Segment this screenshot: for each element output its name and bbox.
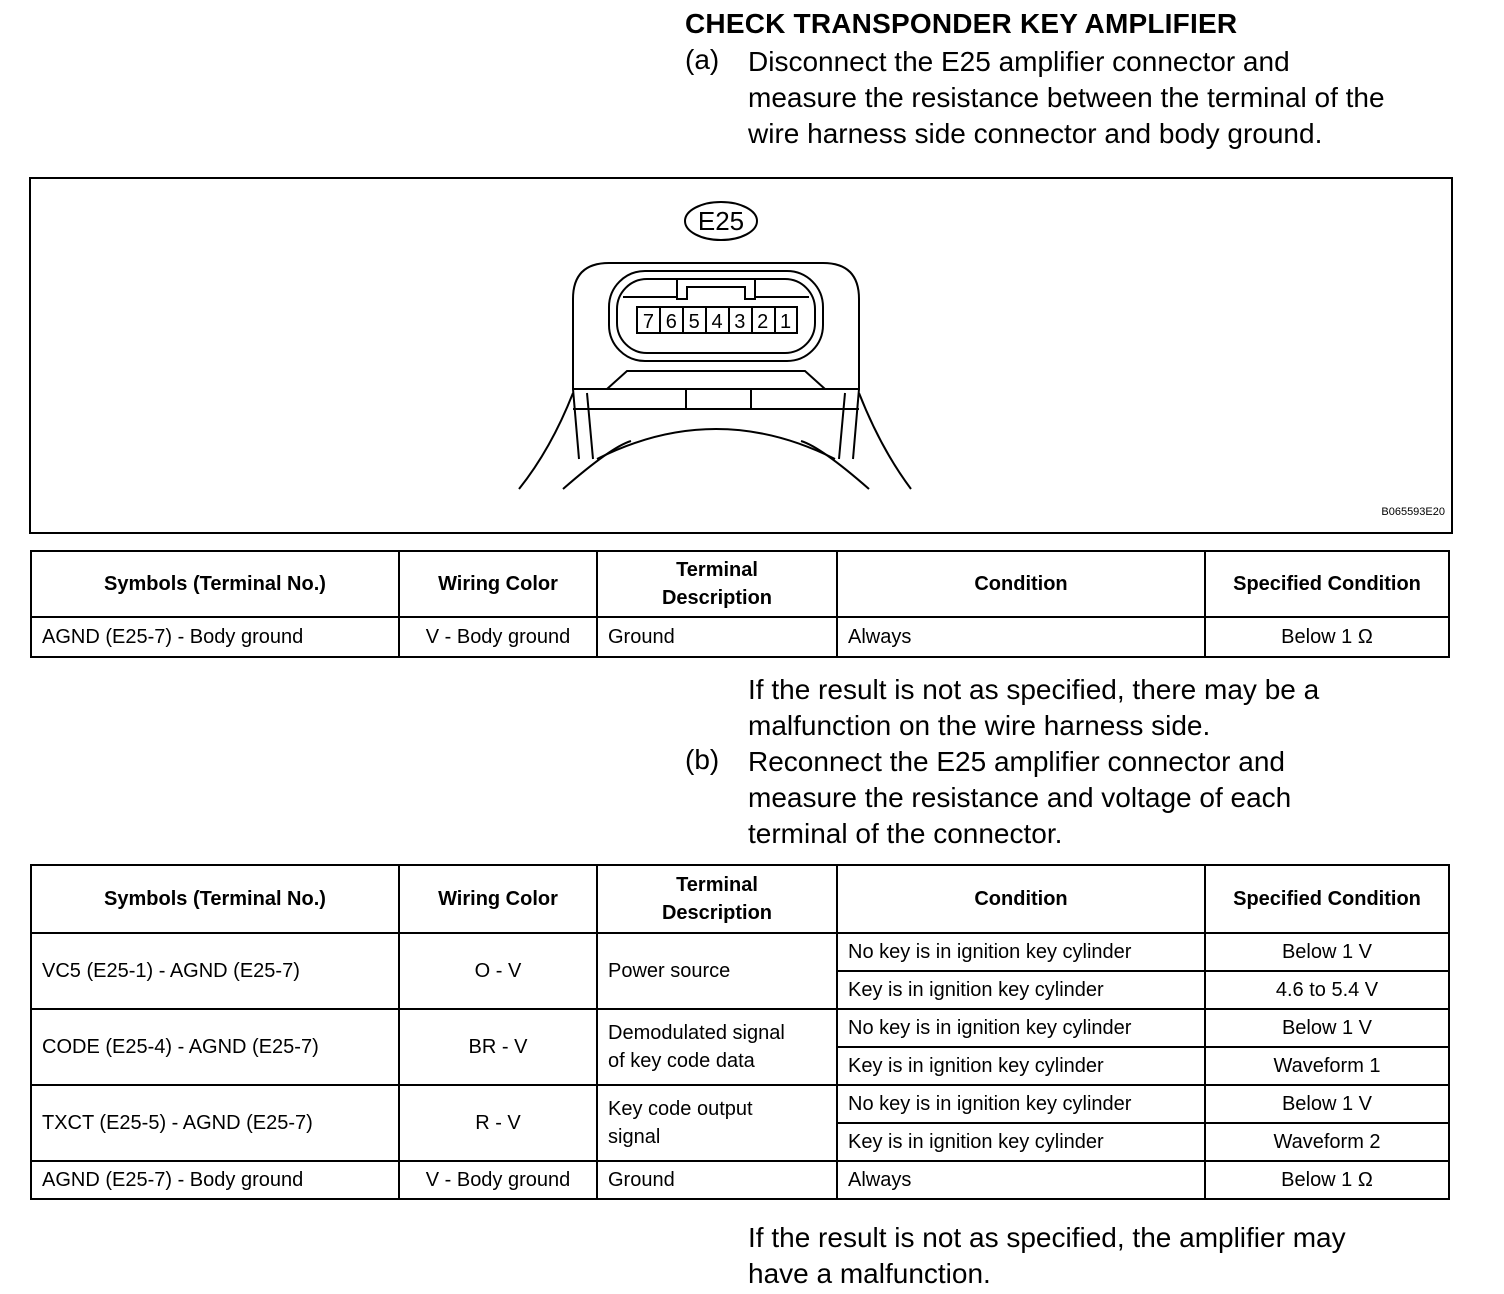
terminal-number: 3 (734, 311, 746, 333)
step-a-line: Disconnect the E25 amplifier connector and (748, 46, 1290, 77)
condition-cell: Always (837, 1161, 1205, 1199)
specified-cell: Waveform 1 (1205, 1047, 1449, 1085)
step-a-line: measure the resistance between the terminal of the (748, 82, 1385, 113)
specified-cell: Below 1 V (1205, 1009, 1449, 1047)
symbol-cell: AGND (E25-7) - Body ground (31, 617, 399, 657)
col-terminal-desc (597, 551, 837, 617)
col-specified: Specified Condition (1205, 551, 1449, 617)
col-terminal-desc-line: Description (661, 587, 773, 609)
specified-cell: 4.6 to 5.4 V (1205, 971, 1449, 1009)
table-row (31, 1009, 1449, 1047)
connector-figure (29, 177, 1453, 534)
col-specified: Specified Condition (1205, 865, 1449, 933)
terminal-number: 5 (688, 311, 700, 333)
col-symbols: Symbols (Terminal No.) (31, 865, 399, 933)
result-a-line: malfunction on the wire harness side. (748, 710, 1211, 741)
col-terminal-desc-line: Terminal (676, 559, 758, 581)
condition-cell: No key is in ignition key cylinder (837, 933, 1205, 971)
table-header-row (31, 865, 1449, 933)
step-b-line: terminal of the connector. (748, 818, 1063, 849)
table-row (31, 933, 1449, 971)
figure-code: B065593E20 (1381, 506, 1445, 518)
result-a-line: If the result is not as specified, there may be a (748, 674, 1320, 705)
desc-cell (597, 1085, 837, 1161)
result-a-text (748, 672, 1488, 744)
desc-line: Key code output (608, 1098, 753, 1120)
symbol-cell: TXCT (E25-5) - AGND (E25-7) (31, 1085, 399, 1161)
col-condition: Condition (837, 551, 1205, 617)
desc-line: of key code data (608, 1050, 755, 1072)
desc-cell (597, 933, 837, 1009)
result-b-line: If the result is not as specified, the amplifier may (748, 1222, 1346, 1253)
desc-line: signal (608, 1126, 661, 1148)
condition-cell: No key is in ignition key cylinder (837, 1085, 1205, 1123)
condition-cell: Key is in ignition key cylinder (837, 1123, 1205, 1161)
desc-line: Demodulated signal (608, 1022, 785, 1044)
col-symbols: Symbols (Terminal No.) (31, 551, 399, 617)
col-wiring: Wiring Color (399, 551, 597, 617)
col-terminal-desc (597, 865, 837, 933)
symbol-cell: VC5 (E25-1) - AGND (E25-7) (31, 933, 399, 1009)
step-b-line: measure the resistance and voltage of each (748, 782, 1292, 813)
wiring-cell: O - V (399, 933, 597, 1009)
wiring-cell: V - Body ground (399, 1161, 597, 1199)
result-b-text (748, 1220, 1488, 1292)
wiring-cell: R - V (399, 1085, 597, 1161)
wiring-cell: BR - V (399, 1009, 597, 1085)
step-a-label: (a) (685, 44, 720, 75)
terminal-number: 7 (642, 311, 654, 333)
desc-line: Power source (608, 960, 731, 982)
specified-cell: Below 1 V (1205, 933, 1449, 971)
col-wiring: Wiring Color (399, 865, 597, 933)
specified-cell: Below 1 Ω (1205, 1161, 1449, 1199)
terminal-number: 6 (665, 311, 677, 333)
step-a-line: wire harness side connector and body ground. (748, 118, 1323, 149)
col-terminal-desc-line: Description (661, 902, 773, 924)
connector-label: E25 (697, 206, 745, 236)
condition-cell: Always (837, 617, 1205, 657)
desc-cell: Ground (597, 1161, 837, 1199)
condition-cell: No key is in ignition key cylinder (837, 1009, 1205, 1047)
specified-cell: Waveform 2 (1205, 1123, 1449, 1161)
step-b-line: Reconnect the E25 amplifier connector and (748, 746, 1285, 777)
step-b-label: (b) (685, 744, 720, 775)
symbol-cell: CODE (E25-4) - AGND (E25-7) (31, 1009, 399, 1085)
table-header-row (31, 551, 1449, 617)
result-b-line: have a malfunction. (748, 1258, 991, 1289)
symbol-cell: AGND (E25-7) - Body ground (31, 1161, 399, 1199)
step-a-text (748, 44, 1488, 152)
page-title: CHECK TRANSPONDER KEY AMPLIFIER (685, 8, 1238, 39)
terminal-number: 2 (757, 311, 769, 333)
specified-cell: Below 1 V (1205, 1085, 1449, 1123)
condition-cell: Key is in ignition key cylinder (837, 971, 1205, 1009)
table-2 (30, 864, 1450, 1200)
col-terminal-desc-line: Terminal (676, 874, 758, 896)
desc-cell (597, 1009, 837, 1085)
table-1 (30, 550, 1450, 658)
table-row (31, 1161, 1449, 1199)
step-b-text (748, 744, 1488, 852)
condition-cell: Key is in ignition key cylinder (837, 1047, 1205, 1085)
terminal-number: 1 (780, 311, 792, 333)
table-row (31, 617, 1449, 657)
table-row (31, 1085, 1449, 1123)
specified-cell: Below 1 Ω (1205, 617, 1449, 657)
terminal-number: 4 (711, 311, 723, 333)
col-condition: Condition (837, 865, 1205, 933)
desc-cell: Ground (597, 617, 837, 657)
wiring-cell: V - Body ground (399, 617, 597, 657)
